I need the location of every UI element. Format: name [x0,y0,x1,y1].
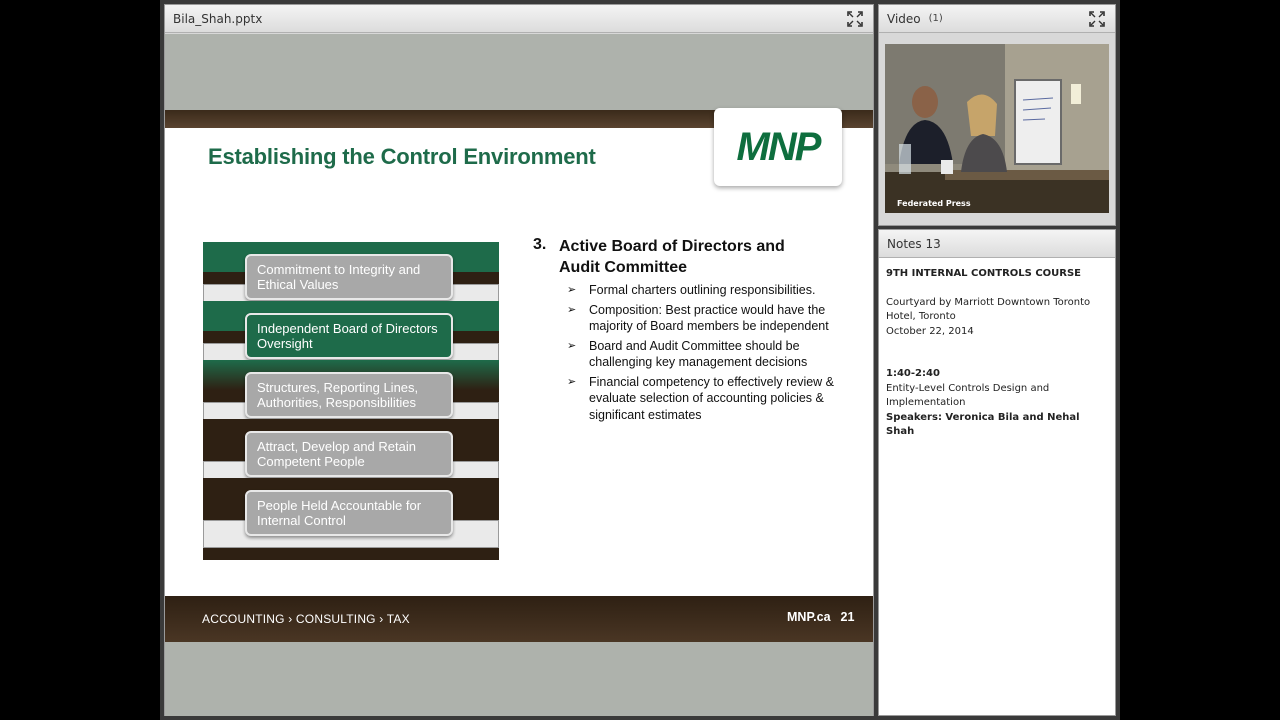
notes-pane [878,229,1116,716]
bullet-item [567,282,845,299]
slide-title: Establishing the Control Environment [208,144,596,169]
arrow-bullet-icon: ➢ [567,303,577,316]
notes-pane-title: Notes 13 [887,236,941,251]
slide-pane-title: Bila_Shah.pptx [173,11,263,26]
stack-item: Commitment to Integrity and Ethical Values [245,254,453,300]
point-title: Active Board of Directors and Audit Committee [559,238,785,276]
notes-pane-header [879,230,1115,258]
bullet-item [567,302,845,335]
bullet-list [567,282,845,426]
notes-session-line2: Implementation [886,397,966,408]
footer-services: ACCOUNTING › CONSULTING › TAX [202,612,410,626]
bullet-text: Board and Audit Committee should be challenging key management decisions [589,338,808,369]
notes-date: October 22, 2014 [886,325,974,337]
video-frame-image [885,44,1109,213]
notes-venue-line1: Courtyard by Marriott Downtown Toronto [886,296,1091,308]
video-count: (1) [928,13,943,24]
stack-item: Structures, Reporting Lines, Authorities, Responsibilities [245,372,453,418]
footer-site: MNP.ca [787,610,831,624]
notes-speakers: Speakers: Veronica Bila and Nehal Shah [886,411,1080,437]
stack-item: Attract, Develop and Retain Competent People [245,431,453,477]
slide-pane [164,4,874,716]
slide-pane-header [165,5,873,33]
mnp-logo [714,108,842,186]
slide [165,34,873,716]
control-stack-diagram [203,242,499,560]
video-pane-title: Video [887,11,921,26]
bullet-item [567,338,845,371]
expand-icon[interactable] [1089,11,1105,27]
video-feed[interactable] [885,44,1109,213]
bullet-item [567,374,845,424]
arrow-bullet-icon: ➢ [567,284,577,296]
stack-item: Independent Board of Directors Oversight [245,313,453,359]
notes-time: 1:40-2:40 [886,368,940,379]
expand-icon[interactable] [847,11,863,27]
logo-text: MNP [736,124,820,169]
footer-right [787,610,854,624]
page-number: 21 [840,610,855,624]
video-watermark: Federated Press [897,199,971,208]
notes-body[interactable] [879,259,1115,715]
notes-venue-line2: Hotel, Toronto [886,311,956,322]
video-pane [878,4,1116,226]
notes-session-line1: Entity-Level Controls Design and [886,382,1050,394]
stack-item: People Held Accountable for Internal Control [245,490,453,536]
point-number: 3. [533,236,547,253]
video-pane-header [879,5,1115,33]
slide-area [165,34,873,716]
bullet-text: Composition: Best practice would have the majority of Board members be independent [589,302,829,333]
arrow-bullet-icon: ➢ [567,375,577,388]
notes-course: 9TH INTERNAL CONTROLS COURSE [886,268,1082,279]
bullet-text: Formal charters outlining responsibilities. [589,283,816,297]
bullet-text: Financial competency to effectively review & evaluate selection of accounting policies & significant estimates [589,374,835,422]
arrow-bullet-icon: ➢ [567,339,577,352]
